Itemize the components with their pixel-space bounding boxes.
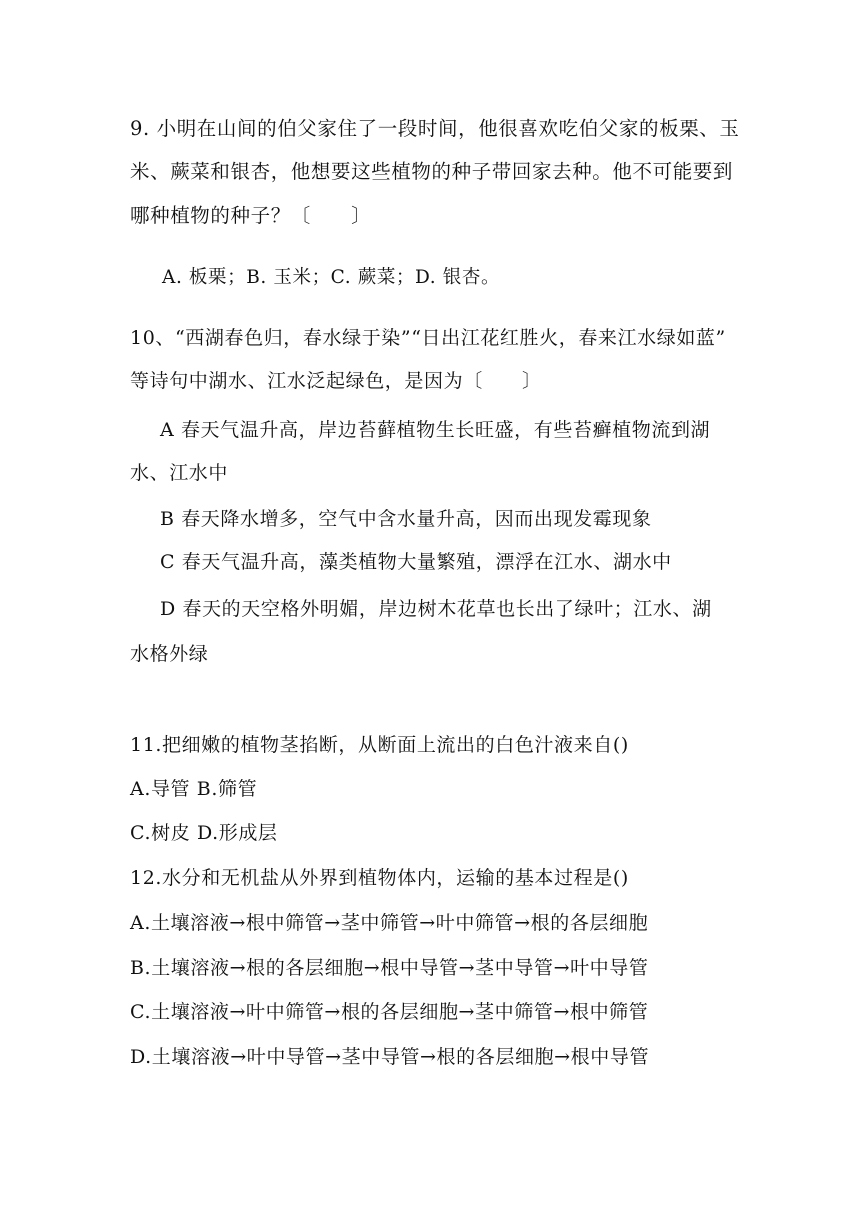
question-9-options: A. 板栗；B. 玉米；C. 蕨菜；D. 银杏。 (162, 267, 501, 288)
question-9-stem-line-2: 米、蕨菜和银杏，他想要这些植物的种子带回家去种。他不可能要到 (130, 160, 734, 183)
question-12-stem: 12.水分和无机盐从外界到植物体内，运输的基本过程是() (130, 867, 629, 889)
question-12-option-d: D.土壤溶液→叶中导管→茎中导管→根的各层细胞→根中导管 (130, 1046, 650, 1068)
question-10-stem-line-1: 10、“西湖春色归，春水绿于染”“日出江花红胜火，春来江水绿如蓝” (130, 327, 726, 349)
question-10-option-d-line-2: 水格外绿 (130, 643, 209, 665)
question-10-option-c: C 春天气温升高，藻类植物大量繁殖，漂浮在江水、湖水中 (160, 551, 672, 573)
question-11-stem: 11.把细嫩的植物茎掐断，从断面上流出的白色汁液来自() (130, 734, 629, 756)
question-11-options-ab: A.导管 B.筛管 (130, 778, 258, 800)
question-11-options-cd: C.树皮 D.形成层 (130, 822, 278, 844)
question-10-option-a-line-2: 水、江水中 (130, 462, 229, 484)
question-10-stem-line-2: 等诗句中湖水、江水泛起绿色，是因为〔 〕 (130, 370, 542, 392)
question-12-option-c: C.土壤溶液→叶中筛管→根的各层细胞→茎中筛管→根中筛管 (130, 1001, 649, 1023)
question-10-option-d-line-1: D 春天的天空格外明媚，岸边树木花草也长出了绿叶；江水、湖 (160, 598, 712, 620)
question-9-stem-line-3: 哪种植物的种子？〔 〕 (130, 204, 372, 227)
question-10-option-a-line-1: A 春天气温升高，岸边苔藓植物生长旺盛，有些苔癣植物流到湖 (160, 419, 711, 441)
question-10-option-b: B 春天降水增多，空气中含水量升高，因而出现发霉现象 (160, 508, 652, 530)
question-12-option-b: B.土壤溶液→根的各层细胞→根中导管→茎中导管→叶中导管 (130, 957, 649, 979)
question-9-stem-line-1: 9. 小明在山间的伯父家住了一段时间，他很喜欢吃伯父家的板栗、玉 (130, 117, 740, 140)
question-12-option-a: A.土壤溶液→根中筛管→茎中筛管→叶中筛管→根的各层细胞 (130, 912, 649, 934)
